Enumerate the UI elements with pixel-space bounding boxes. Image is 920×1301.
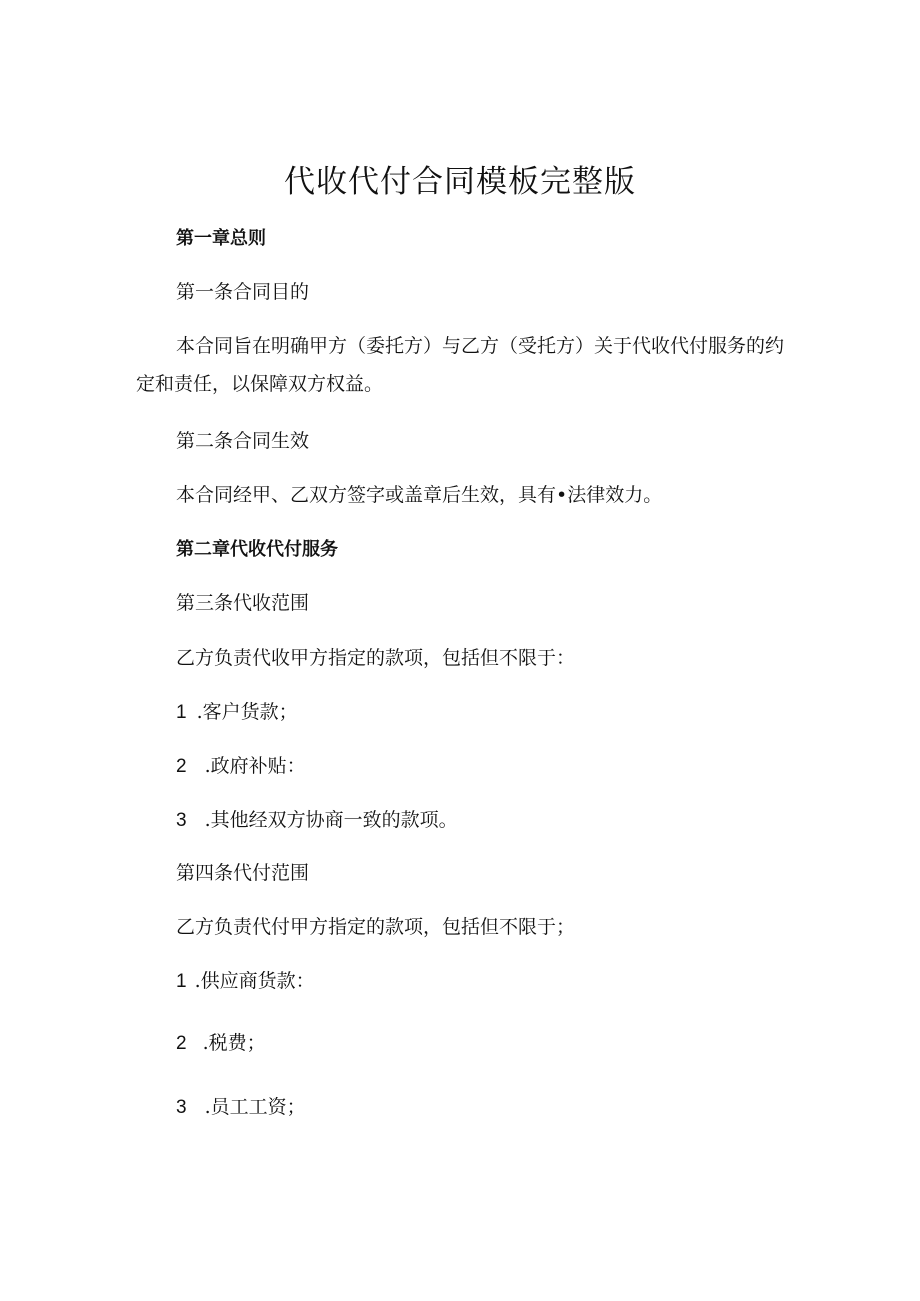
list-item: [176, 753, 306, 780]
list-item: [176, 699, 298, 726]
list-item: [176, 1030, 266, 1057]
list-item: [176, 968, 315, 995]
list-item-text: 其他经双方协商一致的款项。: [210, 809, 458, 831]
list-item-separator: .: [202, 1032, 209, 1054]
article-2-body: 本合同经甲、乙双方签字或盖章后生效，具有•法律效力。: [176, 484, 663, 506]
article-3-title: 第三条代收范围: [176, 592, 310, 614]
list-item-number: 1: [176, 702, 187, 723]
list-item-number: 2: [176, 756, 187, 777]
list-item-text: 供应商货款：: [200, 970, 315, 992]
chapter-2-heading: 第二章代收代付服务: [176, 539, 338, 560]
article-1-title: 第一条合同目的: [176, 281, 310, 303]
list-item: [176, 1094, 306, 1121]
list-item-separator: .: [194, 970, 201, 992]
article-4-title: 第四条代付范围: [176, 862, 310, 884]
list-item: [176, 807, 458, 834]
article-3-intro: 乙方负责代收甲方指定的款项，包括但不限于：: [176, 647, 576, 669]
chapter-1-heading: 第一章总则: [176, 228, 266, 249]
list-item-number: 3: [176, 1097, 187, 1118]
article-4-intro: 乙方负责代付甲方指定的款项，包括但不限于；: [176, 916, 576, 938]
list-item-text: 政府补贴：: [210, 755, 306, 777]
list-item-separator: .: [204, 1096, 211, 1118]
list-item-separator: .: [204, 755, 211, 777]
list-item-number: 3: [176, 810, 187, 831]
list-item-number: 1: [176, 971, 187, 992]
list-item-text: 客户货款；: [202, 701, 298, 723]
document-title: 代收代付合同模板完整版: [284, 164, 636, 200]
list-item-separator: .: [196, 701, 203, 723]
list-item-number: 2: [176, 1033, 187, 1054]
article-2-title: 第二条合同生效: [176, 430, 310, 452]
article-1-body: 本合同旨在明确甲方（委托方）与乙方（受托方）关于代收代付服务的约定和责任，以保障双方权益。: [136, 335, 785, 395]
list-item-text: 员工工资；: [210, 1096, 306, 1118]
list-item-text: 税费；: [208, 1032, 266, 1054]
list-item-separator: .: [204, 809, 211, 831]
